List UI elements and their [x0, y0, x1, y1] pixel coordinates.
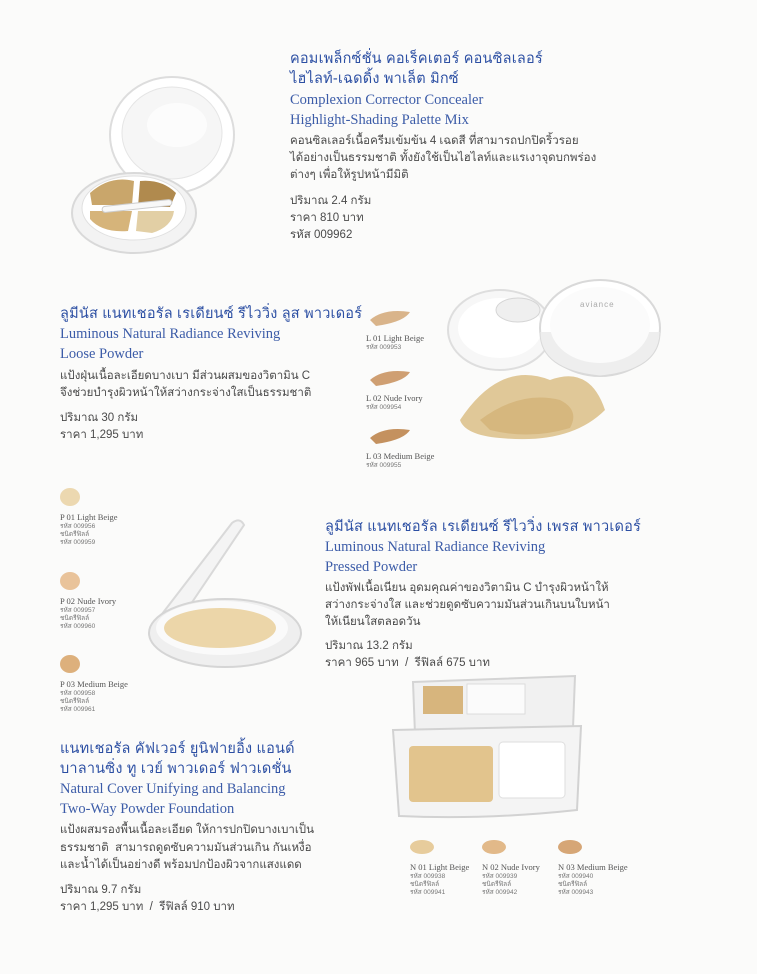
loose-shade-1-name: L 01 Light Beige: [366, 333, 424, 343]
loose-powder-description-2: จึงช่วยบำรุงผิวหน้าให้สว่างกระจ่างใสเป็นธรรมชาติ: [60, 387, 312, 399]
two-way-shade-2-name: N 02 Nude Ivory: [482, 862, 540, 872]
palette-title-th-2: ไฮไลท์-เฉดดิ้ง พาเล็ต มิกซ์: [290, 71, 459, 87]
two-way-shade-3-name: N 03 Medium Beige: [558, 862, 628, 872]
two-way-shade-3-code: รหัส 009940: [558, 873, 594, 880]
two-way-shade-1-refill-code: รหัส 009941: [410, 889, 446, 896]
two-way-price: ราคา 1,295 บาท / รีฟิลล์ 910 บาท: [60, 901, 235, 913]
pressed-shade-2: [60, 572, 150, 631]
pressed-shade-1-name: P 01 Light Beige: [60, 512, 118, 522]
two-way-title-en-1: Natural Cover Unifying and Balancing: [60, 781, 286, 797]
two-way-description-1: แป้งผสมรองพื้นเนื้อละเอียด ให้การปกปิดบางเบาเป็น: [60, 824, 314, 836]
two-way-shade-2-code: รหัส 009939: [482, 873, 518, 880]
loose-shade-3-name: L 03 Medium Beige: [366, 451, 435, 461]
pressed-powder-image: [140, 515, 305, 675]
pressed-shade-3-name: P 03 Medium Beige: [60, 679, 128, 689]
pressed-shade-3-code: รหัส 009958: [60, 690, 96, 697]
pressed-powder-title-en-1: Luminous Natural Radiance Reviving: [325, 539, 546, 555]
pressed-swatch-3: [60, 655, 80, 673]
two-way-swatch-1: [410, 840, 434, 854]
palette-title-th-1: คอมเพล็กซ์ชั่น คอเร็คเตอร์ คอนซิลเลอร์: [290, 51, 543, 67]
pressed-powder-description-3: ให้เนียนใสตลอดวัน: [325, 616, 421, 628]
pressed-shade-3-refill-label: ชนิดรีฟิลล์: [60, 698, 90, 705]
loose-shade-1-code: รหัส 009953: [366, 344, 402, 351]
two-way-description-3: และน้ำได้เป็นอย่างดี พร้อมปกป้องผิวจากแสงแดด: [60, 859, 302, 871]
pressed-powder-description-2: สว่างกระจ่างใส และช่วยดูดซับความมันส่วนเกินบนใบหน้า: [325, 599, 610, 611]
two-way-description-2: ธรรมชาติ สามารถดูดซับความมันส่วนเกิน กันเหงื่อ: [60, 842, 312, 854]
palette-title-en-2: Highlight-Shading Palette Mix: [290, 112, 469, 128]
palette-quantity: ปริมาณ 2.4 กรัม: [290, 195, 372, 207]
two-way-shade-1-refill-label: ชนิดรีฟิลล์: [410, 881, 440, 888]
pressed-swatch-2: [60, 572, 80, 590]
loose-shade-2: [366, 366, 446, 412]
two-way-shade-2-refill-label: ชนิดรีฟิลล์: [482, 881, 512, 888]
pressed-shade-3-refill-code: รหัส 009961: [60, 706, 96, 713]
loose-swatch-2: [366, 366, 416, 388]
palette-image: [62, 55, 252, 270]
loose-shade-2-name: L 02 Nude Ivory: [366, 393, 423, 403]
loose-powder-title-en-2: Loose Powder: [60, 346, 144, 362]
pressed-swatch-1: [60, 488, 80, 506]
two-way-title-th-1: แนทเชอรัล คัฟเวอร์ ยูนิฟายอิ้ง แอนด์: [60, 741, 295, 757]
two-way-shade-3-refill-label: ชนิดรีฟิลล์: [558, 881, 588, 888]
two-way-compact-image: [385, 670, 590, 825]
loose-swatch-1: [366, 306, 416, 328]
pressed-shade-2-refill-code: รหัส 009960: [60, 623, 96, 630]
loose-powder-description-1: แป้งฝุ่นเนื้อละเอียดบางเบา มีส่วนผสมของวิตามิน C: [60, 370, 311, 382]
two-way-shade-2: [482, 840, 562, 897]
pressed-shade-2-refill-label: ชนิดรีฟิลล์: [60, 615, 90, 622]
brand-logo: aviance: [580, 300, 615, 309]
pressed-shade-2-name: P 02 Nude Ivory: [60, 596, 117, 606]
palette-price: ราคา 810 บาท: [290, 212, 364, 224]
loose-powder-price: ราคา 1,295 บาท: [60, 429, 144, 441]
palette-title-en-1: Complexion Corrector Concealer: [290, 92, 484, 108]
palette-code: รหัส 009962: [290, 229, 353, 241]
loose-powder-title-en-1: Luminous Natural Radiance Reviving: [60, 326, 281, 342]
two-way-shade-1: [410, 840, 490, 897]
pressed-shade-1-refill-code: รหัส 009959: [60, 539, 96, 546]
palette-description-2: ได้อย่างเป็นธรรมชาติ ทั้งยังใช้เป็นไฮไลท์และแรเงาจุดบกพร่อง: [290, 152, 597, 164]
loose-shade-3-code: รหัส 009955: [366, 462, 402, 469]
pressed-shade-2-code: รหัส 009957: [60, 607, 96, 614]
two-way-swatch-2: [482, 840, 506, 854]
loose-swatch-3: [366, 424, 416, 446]
two-way-quantity: ปริมาณ 9.7 กรัม: [60, 884, 142, 896]
pressed-powder-price: ราคา 965 บาท / รีฟิลล์ 675 บาท: [325, 657, 491, 669]
two-way-title-th-2: บาลานซิ่ง ทู เวย์ พาวเดอร์ ฟาวเดชั่น: [60, 761, 292, 777]
two-way-swatch-3: [558, 840, 582, 854]
pressed-powder-description-1: แป้งพัฟเนื้อเนียน อุดมคุณค่าของวิตามิน C บำรุงผิวหน้าให้: [325, 582, 609, 594]
pressed-shade-1-code: รหัส 009956: [60, 523, 96, 530]
loose-shade-1: [366, 306, 446, 352]
pressed-powder-title-en-2: Pressed Powder: [325, 559, 418, 575]
pressed-shade-1-refill-label: ชนิดรีฟิลล์: [60, 531, 90, 538]
loose-powder-quantity: ปริมาณ 30 กรัม: [60, 412, 139, 424]
loose-powder-image: [440, 270, 670, 455]
loose-powder-title-th: ลูมีนัส แนทเชอรัล เรเดียนซ์ รีไววิ่ง ลูส พาวเดอร์: [60, 306, 363, 322]
two-way-shade-3: [558, 840, 658, 897]
two-way-shade-2-refill-code: รหัส 009942: [482, 889, 518, 896]
loose-shade-2-code: รหัส 009954: [366, 404, 402, 411]
pressed-powder-title-th: ลูมีนัส แนทเชอรัล เรเดียนซ์ รีไววิ่ง เพรส พาวเดอร์: [325, 519, 642, 535]
pressed-powder-quantity: ปริมาณ 13.2 กรัม: [325, 640, 413, 652]
two-way-shade-1-name: N 01 Light Beige: [410, 862, 470, 872]
palette-description-3: ต่างๆ เพื่อให้รูปหน้ามีมิติ: [290, 169, 409, 181]
pressed-shade-1: [60, 488, 150, 547]
two-way-title-en-2: Two-Way Powder Foundation: [60, 801, 235, 817]
two-way-shade-3-refill-code: รหัส 009943: [558, 889, 594, 896]
two-way-shade-1-code: รหัส 009938: [410, 873, 446, 880]
palette-description-1: คอนซิลเลอร์เนื้อครีมเข้มข้น 4 เฉดสี ที่สามารถปกปิดริ้วรอย: [290, 135, 579, 147]
